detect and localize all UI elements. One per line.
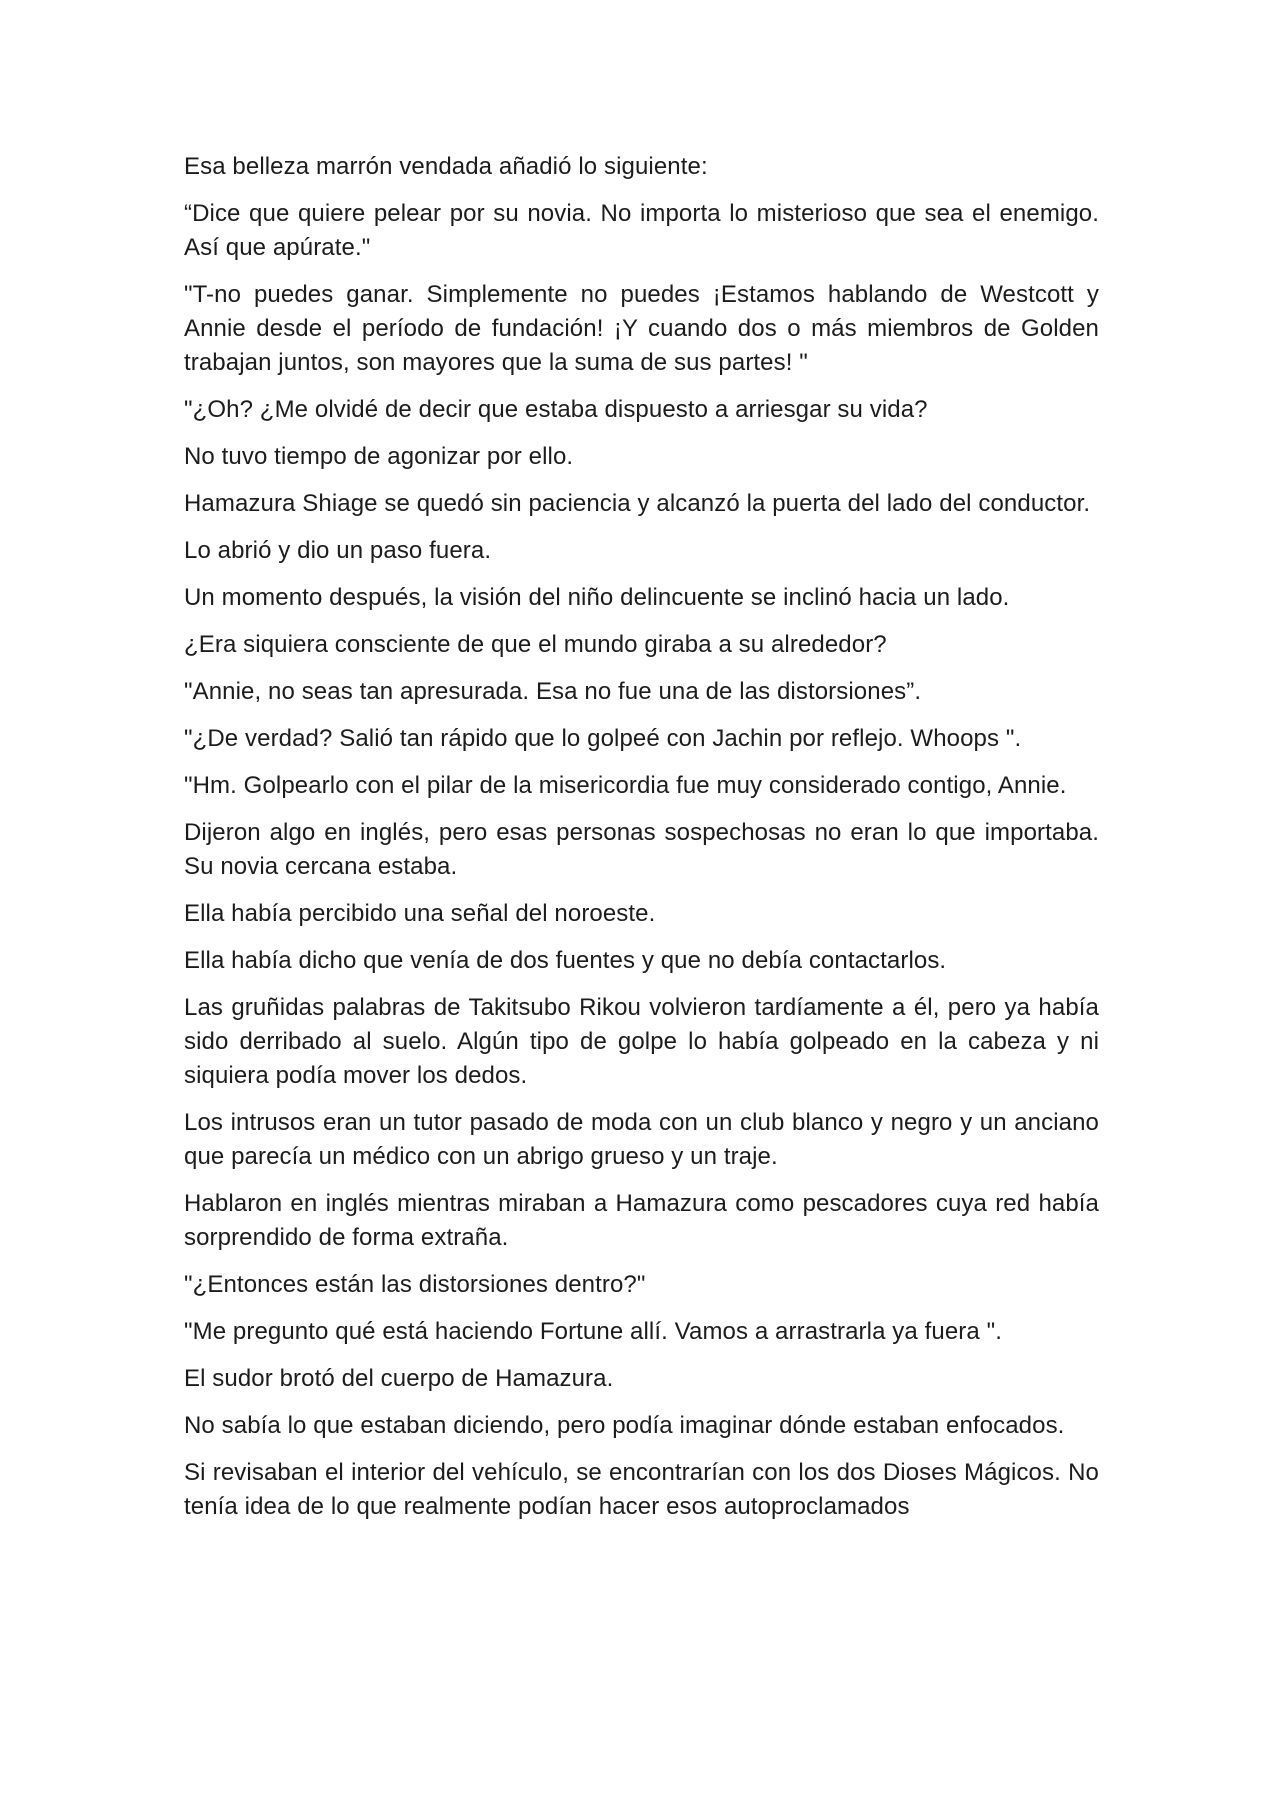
paragraph-14: Ella había percibido una señal del noroeste. [184,900,656,927]
paragraph-21: El sudor brotó del cuerpo de Hamazura. [184,1365,614,1392]
paragraph-19: "¿Entonces están las distorsiones dentro?" [184,1271,646,1298]
paragraph-4: "¿Oh? ¿Me olvidé de decir que estaba dispuesto a arriesgar su vida? [184,396,928,423]
paragraph-1: Esa belleza marrón vendada añadió lo siguiente: [184,153,708,180]
paragraph-16: Las gruñidas palabras de Takitsubo Rikou volvieron tardíamente a él, pero ya había sido derribado al suelo. Algún tipo de golpe lo había golpeado en la cabeza y ni siquiera podía mover los dedos. [184,994,1099,1089]
paragraph-11: "¿De verdad? Salió tan rápido que lo golpeé con Jachin por reflejo. Whoops ". [184,725,1022,752]
paragraph-23: Si revisaban el interior del vehículo, se encontrarían con los dos Dioses Mágicos. No tenía idea de lo que realmente podían hacer esos autoproclamados [184,1459,1099,1520]
paragraph-20: "Me pregunto qué está haciendo Fortune allí. Vamos a arrastrarla ya fuera ". [184,1318,1002,1345]
paragraph-5: No tuvo tiempo de agonizar por ello. [184,443,574,470]
paragraph-15: Ella había dicho que venía de dos fuentes y que no debía contactarlos. [184,947,947,974]
paragraph-3: "T-no puedes ganar. Simplemente no puedes ¡Estamos hablando de Westcott y Annie desde el período de fundación! ¡Y cuando dos o más miembros de Golden trabajan juntos, son mayores que la suma de sus partes! " [184,281,1099,376]
paragraph-8: Un momento después, la visión del niño delincuente se inclinó hacia un lado. [184,584,1010,611]
paragraph-18: Hablaron en inglés mientras miraban a Hamazura como pescadores cuya red había sorprendido de forma extraña. [184,1190,1099,1251]
paragraph-9: ¿Era siquiera consciente de que el mundo giraba a su alrededor? [184,631,887,658]
paragraph-7: Lo abrió y dio un paso fuera. [184,537,492,564]
document-page [184,150,1099,1537]
paragraph-2: “Dice que quiere pelear por su novia. No importa lo misterioso que sea el enemigo. Así que apúrate." [184,200,1099,261]
paragraph-10: "Annie, no seas tan apresurada. Esa no fue una de las distorsiones”. [184,678,922,705]
paragraph-6: Hamazura Shiage se quedó sin paciencia y alcanzó la puerta del lado del conductor. [184,490,1091,517]
paragraph-13: Dijeron algo en inglés, pero esas personas sospechosas no eran lo que importaba. Su novia cercana estaba. [184,819,1099,880]
paragraph-12: "Hm. Golpearlo con el pilar de la misericordia fue muy considerado contigo, Annie. [184,772,1067,799]
paragraph-22: No sabía lo que estaban diciendo, pero podía imaginar dónde estaban enfocados. [184,1412,1065,1439]
paragraph-17: Los intrusos eran un tutor pasado de moda con un club blanco y negro y un anciano que parecía un médico con un abrigo grueso y un traje. [184,1109,1099,1170]
